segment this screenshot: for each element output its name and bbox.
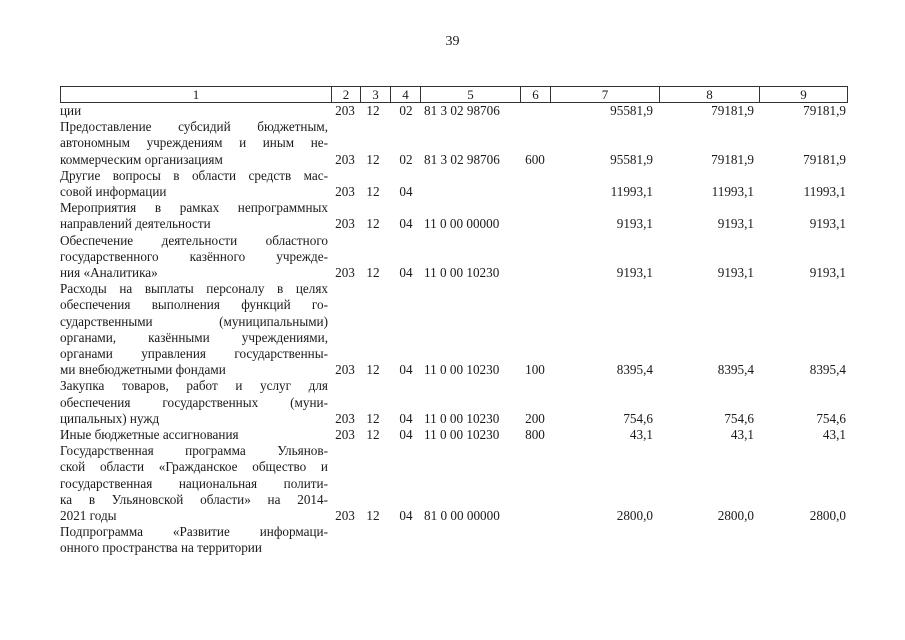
header-col-8: 8 <box>660 87 760 102</box>
cell-amount-col9: 9193,1 <box>809 265 846 281</box>
cell-amount-col7: 8395,4 <box>616 362 653 378</box>
table-row <box>60 233 848 282</box>
cell-code-target: 81 3 02 98706 <box>424 103 500 118</box>
cell-code-subsection: 04 <box>399 184 413 200</box>
cell-code-section: 12 <box>366 362 380 378</box>
description-line: ской области «Гражданское общество и <box>60 459 328 475</box>
cell-code-expense-type: 600 <box>525 151 545 167</box>
description-line: Иные бюджетные ассигнования <box>60 427 239 443</box>
cell-code-section: 12 <box>366 508 380 524</box>
cell-code-subsection: 04 <box>399 427 413 443</box>
description-line: ципальных) нужд <box>60 410 160 426</box>
description-line: ми внебюджетными фондами <box>60 362 226 378</box>
description-line: обеспечения выполнения функций го- <box>60 297 328 313</box>
cell-amount-col8: 79181,9 <box>711 103 754 118</box>
cell-amount-col7: 43,1 <box>629 427 653 443</box>
cell-code-section: 12 <box>366 427 380 443</box>
cell-code-subsection: 04 <box>399 410 413 426</box>
cell-code-subsection: 04 <box>399 265 413 281</box>
cell-code-target: 81 3 02 98706 <box>424 151 500 167</box>
cell-code-section: 12 <box>366 410 380 426</box>
cell-code-subsection: 04 <box>399 508 413 524</box>
cell-amount-col8: 79181,9 <box>711 151 754 167</box>
cell-amount-col7: 95581,9 <box>610 151 653 167</box>
row-values <box>60 184 848 200</box>
cell-amount-col7: 2800,0 <box>616 508 653 524</box>
cell-code-section: 12 <box>366 151 380 167</box>
header-col-5: 5 <box>421 87 521 102</box>
description-line: Расходы на выплаты персоналу в целях <box>60 281 328 297</box>
cell-code-expense-type: 800 <box>525 427 545 443</box>
description-line: совой информации <box>60 184 167 200</box>
row-values <box>60 508 848 524</box>
description-line: Мероприятия в рамках непрограммных <box>60 200 328 216</box>
cell-amount-col7: 9193,1 <box>616 216 653 232</box>
cell-code-ministry: 203 <box>335 151 355 167</box>
cell-amount-col9: 9193,1 <box>809 216 846 232</box>
cell-code-ministry: 203 <box>335 508 355 524</box>
description-line: ции <box>60 103 82 118</box>
cell-code-target: 11 0 00 10230 <box>424 427 500 443</box>
description-line: онного пространства на территории <box>60 540 262 556</box>
row-values <box>60 217 848 233</box>
table-row <box>60 200 848 232</box>
table-row <box>60 427 848 443</box>
cell-code-section: 12 <box>366 265 380 281</box>
cell-code-ministry: 203 <box>335 184 355 200</box>
row-values <box>60 103 848 119</box>
row-values <box>60 265 848 281</box>
description-line: государственного казённого учрежде- <box>60 248 328 264</box>
description-line: Обеспечение деятельности областного <box>60 232 328 248</box>
cell-code-ministry: 203 <box>335 265 355 281</box>
cell-amount-col7: 95581,9 <box>610 103 653 118</box>
table-row <box>60 443 848 524</box>
header-col-2: 2 <box>332 87 361 102</box>
description-line: обеспечения государственных (муни- <box>60 394 328 410</box>
description-line: Другие вопросы в области средств мас- <box>60 167 328 183</box>
cell-code-ministry: 203 <box>335 362 355 378</box>
cell-code-ministry: 203 <box>335 427 355 443</box>
cell-code-section: 12 <box>366 216 380 232</box>
cell-amount-col8: 43,1 <box>730 427 754 443</box>
header-col-3: 3 <box>361 87 391 102</box>
cell-code-expense-type: 100 <box>525 362 545 378</box>
header-col-1: 1 <box>61 87 332 102</box>
cell-amount-col7: 9193,1 <box>616 265 653 281</box>
description-line: Подпрограмма «Развитие информаци- <box>60 524 328 540</box>
description-line: Государственная программа Ульянов- <box>60 443 328 459</box>
description-line: ка в Ульяновской области» на 2014- <box>60 491 328 507</box>
cell-code-expense-type: 200 <box>525 410 545 426</box>
table-row <box>60 378 848 427</box>
cell-code-ministry: 203 <box>335 410 355 426</box>
cell-amount-col9: 79181,9 <box>803 151 846 167</box>
cell-amount-col9: 2800,0 <box>809 508 846 524</box>
description-line: 2021 годы <box>60 508 117 524</box>
cell-amount-col9: 754,6 <box>816 410 846 426</box>
table-row <box>60 119 848 168</box>
header-col-7: 7 <box>551 87 660 102</box>
page-number: 39 <box>445 34 460 49</box>
row-values <box>60 362 848 378</box>
cell-code-target: 11 0 00 00000 <box>424 216 500 232</box>
table-row <box>60 103 848 119</box>
description-line: государственная национальная полити- <box>60 475 328 491</box>
cell-code-subsection: 04 <box>399 216 413 232</box>
cell-code-subsection: 04 <box>399 362 413 378</box>
description-line: сударственными (муниципальными) <box>60 313 328 329</box>
description-line: ния «Аналитика» <box>60 265 158 281</box>
cell-amount-col8: 754,6 <box>724 410 754 426</box>
table-header-row <box>60 86 848 103</box>
description-line: направлений деятельности <box>60 216 211 232</box>
description-line: Предоставление субсидий бюджетным, <box>60 119 328 135</box>
description-line: органами, казёнными учреждениями, <box>60 329 328 345</box>
description-line: органами управления государственны- <box>60 346 328 362</box>
cell-code-subsection: 02 <box>399 103 413 118</box>
row-values <box>60 427 848 443</box>
cell-code-section: 12 <box>366 184 380 200</box>
cell-amount-col8: 2800,0 <box>717 508 754 524</box>
header-col-6: 6 <box>521 87 551 102</box>
description-line: коммерческим организациям <box>60 151 223 167</box>
cell-code-target: 81 0 00 00000 <box>424 508 500 524</box>
cell-amount-col8: 11993,1 <box>711 184 754 200</box>
table-row <box>60 524 848 556</box>
cell-amount-col8: 8395,4 <box>717 362 754 378</box>
row-values <box>60 541 848 557</box>
header-col-4: 4 <box>391 87 421 102</box>
description-line: Закупка товаров, работ и услуг для <box>60 378 328 394</box>
cell-code-ministry: 203 <box>335 216 355 232</box>
cell-code-section: 12 <box>366 103 380 118</box>
table-body <box>60 103 848 557</box>
row-values <box>60 411 848 427</box>
cell-code-ministry: 203 <box>335 103 355 118</box>
cell-amount-col8: 9193,1 <box>717 265 754 281</box>
cell-code-subsection: 02 <box>399 151 413 167</box>
cell-amount-col9: 43,1 <box>822 427 846 443</box>
cell-amount-col9: 8395,4 <box>809 362 846 378</box>
cell-code-target: 11 0 00 10230 <box>424 410 500 426</box>
cell-amount-col7: 11993,1 <box>610 184 653 200</box>
cell-code-target: 11 0 00 10230 <box>424 362 500 378</box>
table-row <box>60 168 848 200</box>
cell-amount-col9: 79181,9 <box>803 103 846 118</box>
description-line: автономным учреждениям и иным не- <box>60 135 328 151</box>
table-row <box>60 281 848 378</box>
cell-amount-col8: 9193,1 <box>717 216 754 232</box>
header-col-9: 9 <box>800 87 807 102</box>
row-values <box>60 152 848 168</box>
cell-code-target: 11 0 00 10230 <box>424 265 500 281</box>
cell-amount-col7: 754,6 <box>623 410 653 426</box>
cell-amount-col9: 11993,1 <box>803 184 846 200</box>
